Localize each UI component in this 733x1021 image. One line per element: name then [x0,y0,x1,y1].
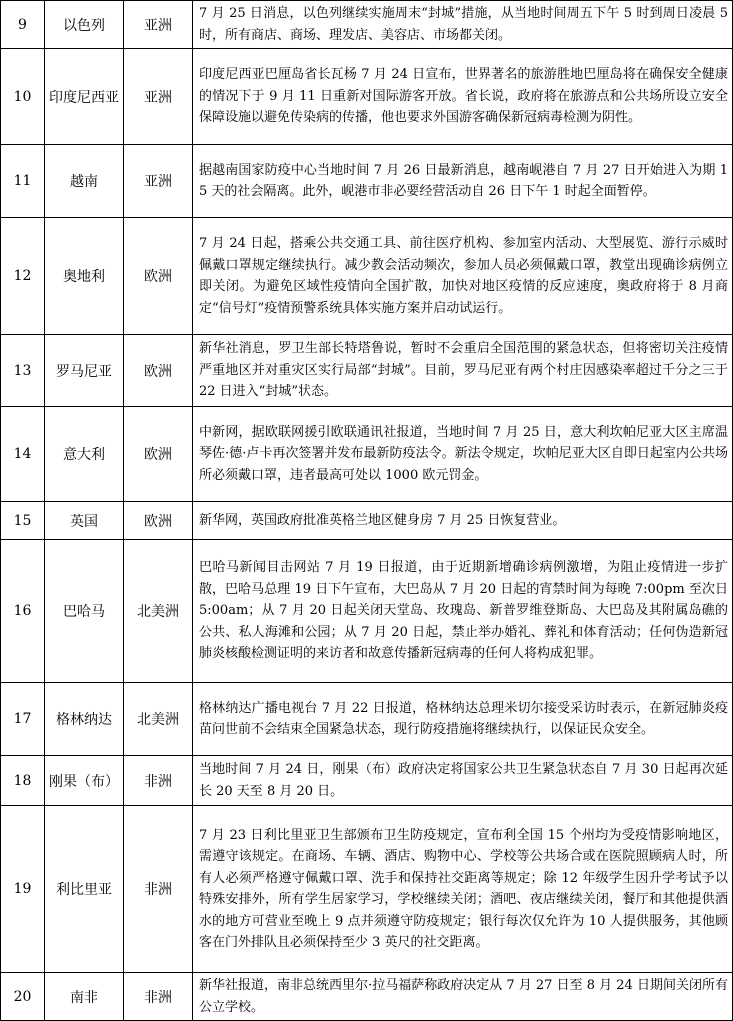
measure-description: 7 月 24 日起，搭乘公共交通工具、前往医疗机构、参加室内活动、大型展览、游行示威时佩戴口罩规定继续执行。减少教会活动频次，参加人员必须佩戴口罩，教堂出现确诊病例立即关闭。为避免区域性疫情向全国扩散，加快对地区疫情的反应速度，奥政府将于 8 月商定“信号灯”疫情预警系统具体实施方案并启动试运行。 [193,218,733,335]
country-name: 巴哈马 [45,540,124,683]
measure-description: 中新网，据欧联网援引欧联通讯社报道，当地时间 7 月 25 日，意大利坎帕尼亚大区主席温琴佐·德·卢卡再次签署并发布最新防疫法令。新法令规定，坎帕尼亚大区自即日起室内公共场所必须戴口罩，违者最高可处以 1000 欧元罚金。 [193,407,733,502]
measure-description: 巴哈马新闻目击网站 7 月 19 日报道，由于近期新增确诊病例激增，为阻止疫情进一步扩散，巴哈马总理 19 日下午宣布，大巴岛从 7 月 20 日起的宵禁时间为每晚 7:00pm 至次日 5:00am；从 7 月 20 日起关闭天堂岛、玫瑰岛、新普罗维登斯岛、大巴岛及其附属岛礁的公共、私人海滩和公园；从 7 月 20 日起，禁止举办婚礼、葬礼和体育活动；任何伪造新冠肺炎核酸检测证明的来访者和故意传播新冠病毒的任何人将构成犯罪。 [193,540,733,683]
country-name: 意大利 [45,407,124,502]
row-number: 14 [1,407,45,502]
row-number: 10 [1,49,45,145]
table-row [1,407,733,502]
table-row [1,683,733,756]
country-name: 印度尼西亚 [45,49,124,145]
continent-name: 亚洲 [124,145,193,218]
country-name: 奥地利 [45,218,124,335]
continent-name: 欧洲 [124,218,193,335]
measure-description: 格林纳达广播电视台 7 月 22 日报道，格林纳达总理米切尔接受采访时表示，在新冠肺炎疫苗问世前不会结束全国紧急状态，现行防疫措施将继续执行，以保证民众安全。 [193,683,733,756]
table-row [1,335,733,407]
row-number: 15 [1,502,45,540]
row-number: 9 [1,1,45,49]
table-row [1,973,733,1021]
table-row [1,502,733,540]
table-row [1,49,733,145]
row-number: 17 [1,683,45,756]
measure-description: 当地时间 7 月 24 日，刚果（布）政府决定将国家公共卫生紧急状态自 7 月 30 日起再次延长 20 天至 8 月 20 日。 [193,756,733,806]
country-name: 以色列 [45,1,124,49]
country-name: 格林纳达 [45,683,124,756]
country-name: 刚果（布） [45,756,124,806]
table-row [1,218,733,335]
country-name: 罗马尼亚 [45,335,124,407]
table-row [1,756,733,806]
continent-name: 亚洲 [124,1,193,49]
country-name: 越南 [45,145,124,218]
measure-description: 新华社消息，罗卫生部长特塔鲁说，暂时不会重启全国范围的紧急状态，但将密切关注疫情严重地区并对重灾区实行局部“封城”。目前，罗马尼亚有两个村庄因感染率超过千分之三于 22 日进入“封城”状态。 [193,335,733,407]
country-name: 英国 [45,502,124,540]
measure-description: 新华社报道，南非总统西里尔·拉马福萨称政府决定从 7 月 27 日至 8 月 24 日期间关闭所有公立学校。 [193,973,733,1021]
measure-description: 7 月 25 日消息，以色列继续实施周末“封城”措施，从当地时间周五下午 5 时到周日凌晨 5 时，所有商店、商场、理发店、美容店、市场都关闭。 [193,1,733,49]
row-number: 19 [1,806,45,973]
row-number: 16 [1,540,45,683]
continent-name: 非洲 [124,756,193,806]
continent-name: 非洲 [124,806,193,973]
continent-name: 北美洲 [124,540,193,683]
continent-name: 欧洲 [124,407,193,502]
continent-name: 亚洲 [124,49,193,145]
row-number: 18 [1,756,45,806]
table-row [1,806,733,973]
continent-name: 欧洲 [124,335,193,407]
table-row [1,540,733,683]
measure-description: 新华网，英国政府批准英格兰地区健身房 7 月 25 日恢复营业。 [193,502,733,540]
continent-name: 非洲 [124,973,193,1021]
country-name: 利比里亚 [45,806,124,973]
measure-description: 7 月 23 日利比里亚卫生部颁布卫生防疫规定，宣布利全国 15 个州均为受疫情影响地区，需遵守该规定。在商场、车辆、酒店、购物中心、学校等公共场合或在医院照顾病人时，所有人必须严格遵守佩戴口罩、洗手和保持社交距离等规定；除 12 年级学生因升学考试予以特殊安排外，所有学生居家学习，学校继续关闭；酒吧、夜店继续关闭，餐厅和其他提供酒水的地方可营业至晚上 9 点并须遵守防疫规定；银行每次仅允许为 10 人提供服务，其他顾客在门外排队且必须保持至少 3 英尺的社交距离。 [193,806,733,973]
table-row [1,145,733,218]
row-number: 20 [1,973,45,1021]
measure-description: 印度尼西亚巴厘岛省长瓦杨 7 月 24 日宣布，世界著名的旅游胜地巴厘岛将在确保安全健康的情况下于 9 月 11 日重新对国际游客开放。省长说，政府将在旅游点和公共场所设立安全保障设施以避免传染病的传播，他也要求外国游客确保新冠病毒检测为阴性。 [193,49,733,145]
row-number: 13 [1,335,45,407]
continent-name: 北美洲 [124,683,193,756]
row-number: 11 [1,145,45,218]
measure-description: 据越南国家防疫中心当地时间 7 月 26 日最新消息，越南岘港自 7 月 27 日开始进入为期 15 天的社会隔离。此外，岘港市非必要经营活动自 26 日下午 1 时起全面暂停。 [193,145,733,218]
country-name: 南非 [45,973,124,1021]
table-row [1,1,733,49]
row-number: 12 [1,218,45,335]
continent-name: 欧洲 [124,502,193,540]
